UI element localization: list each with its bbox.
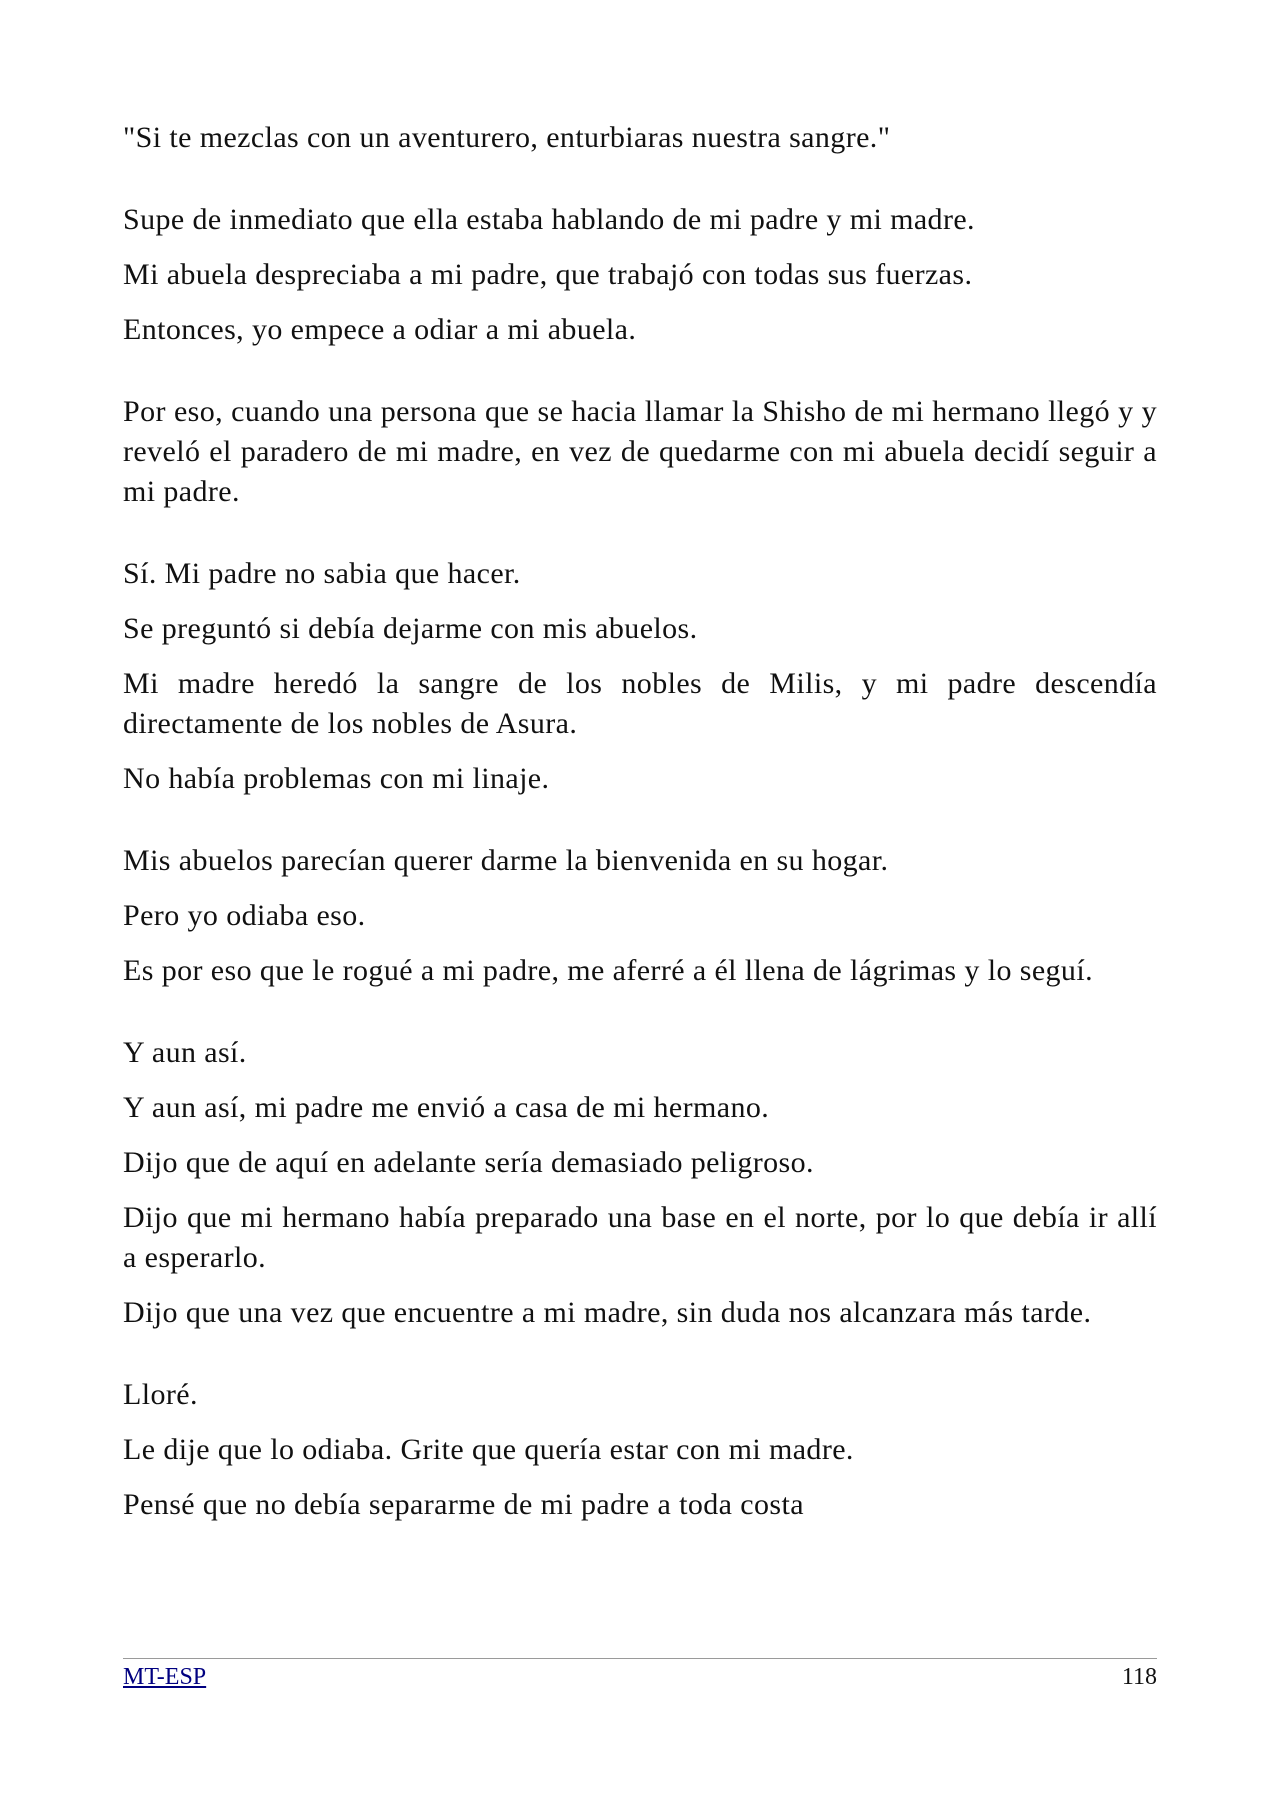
paragraph: Mis abuelos parecían querer darme la bienvenida en su hogar. xyxy=(123,844,889,877)
paragraph: Mi abuela despreciaba a mi padre, que trabajó con todas sus fuerzas. xyxy=(123,258,973,291)
paragraph: Es por eso que le rogué a mi padre, me aferré a él llena de lágrimas y lo seguí. xyxy=(123,954,1093,987)
paragraph: "Si te mezclas con un aventurero, enturbiaras nuestra sangre." xyxy=(123,121,891,154)
body-text xyxy=(123,118,1157,1525)
paragraph: Lloré. xyxy=(123,1378,198,1411)
paragraph: Se preguntó si debía dejarme con mis abuelos. xyxy=(123,612,698,645)
paragraph: Pero yo odiaba eso. xyxy=(123,899,366,932)
paragraph: Por eso, cuando una persona que se hacia llamar la Shisho de mi hermano llegó y y reveló el paradero de mi madre, en vez de quedarme con mi abuela decidí seguir a mi padre. xyxy=(123,395,1157,508)
paragraph: Mi madre heredó la sangre de los nobles de Milis, y mi padre descendía directamente de los nobles de Asura. xyxy=(123,667,1157,740)
paragraph: Supe de inmediato que ella estaba hablando de mi padre y mi madre. xyxy=(123,203,975,236)
paragraph: Sí. Mi padre no sabia que hacer. xyxy=(123,557,521,590)
paragraph: Entonces, yo empece a odiar a mi abuela. xyxy=(123,313,637,346)
page-number: 118 xyxy=(1121,1664,1157,1690)
paragraph: Dijo que una vez que encuentre a mi madre, sin duda nos alcanzara más tarde. xyxy=(123,1296,1092,1329)
footer-divider xyxy=(123,1658,1157,1659)
paragraph: Dijo que de aquí en adelante sería demasiado peligroso. xyxy=(123,1146,814,1179)
paragraph: No había problemas con mi linaje. xyxy=(123,762,550,795)
paragraph: Y aun así, mi padre me envió a casa de mi hermano. xyxy=(123,1091,770,1124)
paragraph: Le dije que lo odiaba. Grite que quería estar con mi madre. xyxy=(123,1433,854,1466)
footer-link[interactable]: MT-ESP xyxy=(123,1664,207,1690)
paragraph: Pensé que no debía separarme de mi padre a toda costa xyxy=(123,1488,804,1521)
paragraph: Dijo que mi hermano había preparado una base en el norte, por lo que debía ir allí a esperarlo. xyxy=(123,1201,1157,1274)
paragraph: Y aun así. xyxy=(123,1036,247,1069)
